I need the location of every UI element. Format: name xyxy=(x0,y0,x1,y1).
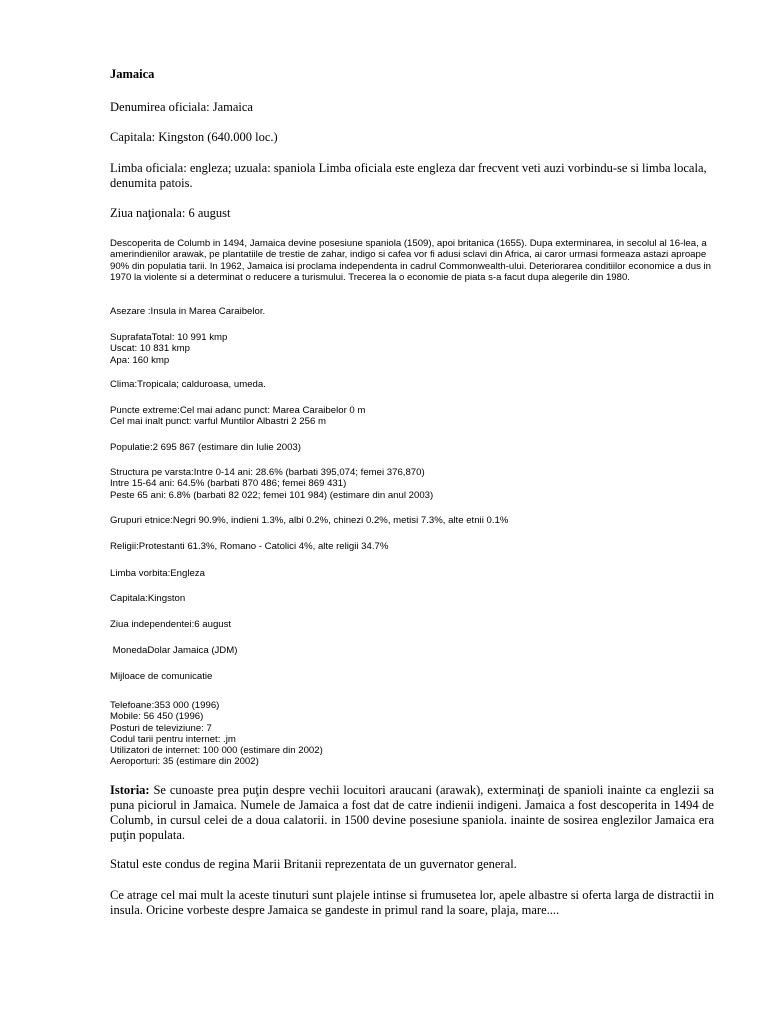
age-structure-block xyxy=(110,467,714,501)
comm-airports: Aeroporturi: 35 (estimare din 2002) xyxy=(110,756,259,768)
location: Asezare :Insula in Marea Caraibelor. xyxy=(110,306,266,317)
tourism-paragraph: Ce atrage cel mai mult la aceste tinuturi sunt plajele intinse si frumusetea lor, apele albastre si oferta larga de distractii in insula. Oricine vorbeste despre Jamaica se gandeste in primul rand la soare, plaja, mare.... xyxy=(110,888,714,917)
age-15-64: Intre 15-64 ani: 64.5% (barbati 870 486; femei 869 431) xyxy=(110,478,347,490)
comm-tv: Posturi de televiziune: 7 xyxy=(110,722,212,734)
climate: Clima:Tropicala; calduroasa, umeda. xyxy=(110,379,266,390)
comm-mobile: Mobile: 56 450 (1996) xyxy=(110,711,204,723)
extreme-low: Puncte extreme:Cel mai adanc punct: Marea Caraibelor 0 m xyxy=(110,405,366,416)
comm-tld: Codul tarii pentru internet: .jm xyxy=(110,733,236,745)
comm-phones: Telefoane:353 000 (1996) xyxy=(110,700,220,711)
communication-heading: Mijloace de comunicatie xyxy=(110,671,213,682)
spoken-language: Limba vorbita:Engleza xyxy=(110,568,205,579)
capital: Capitala: Kingston (640.000 loc.) xyxy=(110,130,278,144)
history-label: Istoria: xyxy=(110,783,150,797)
ethnic-groups: Grupuri etnice:Negri 90.9%, indieni 1.3%, albi 0.2%, chinezi 0.2%, metisi 7.3%, alte etnii 0.1% xyxy=(110,515,509,526)
official-name: Denumirea oficiala: Jamaica xyxy=(110,100,253,114)
population: Populatie:2 695 867 (estimare din Iulie 2003) xyxy=(110,442,301,453)
history-paragraph xyxy=(110,783,714,843)
area-total: SuprafataTotal: 10 991 kmp xyxy=(110,332,228,343)
independence-day: Ziua independentei:6 august xyxy=(110,619,232,630)
area-water: Apa: 160 kmp xyxy=(110,354,170,366)
age-65-plus: Peste 65 ani: 6.8% (barbati 82 022; femei 101 984) (estimare din anul 2003) xyxy=(110,489,434,501)
governance-paragraph: Statul este condus de regina Marii Britanii reprezentata de un guvernator general. xyxy=(110,857,517,871)
religion: Religii:Protestanti 61.3%, Romano - Catolici 4%, alte religii 34.7% xyxy=(110,541,389,552)
official-language: Limba oficiala: engleza; uzuala: spaniola Limba oficiala este engleza dar frecvent veti auzi vorbindu-se si limba locala, denumita patois. xyxy=(110,161,707,190)
extremes-block xyxy=(110,405,714,428)
extreme-high: Cel mai inalt punct: varful Muntilor Albastri 2 256 m xyxy=(110,416,326,428)
history-text: Se cunoaste prea puţin despre vechii locuitori araucani (arawak), exterminaţi de spanioli inainte ca englezii sa puna piciorul in Jamaica. Numele de Jamaica a fost dat de catre indienii indigeni. Jamaica a fost descoperita in 1494 de Columb, in cursul celei de a doua calatorii. in 1500 devine posesiune spaniola. inainte de sosirea englezilor Jamaica era puţin populata. xyxy=(110,783,714,842)
national-day: Ziua naţionala: 6 august xyxy=(110,206,231,220)
currency: MonedaDolar Jamaica (JDM) xyxy=(110,645,238,656)
communication-block xyxy=(110,700,714,768)
capital-2: Capitala:Kingston xyxy=(110,593,186,604)
area-block xyxy=(110,332,714,366)
comm-internet-users: Utilizatori de internet: 100 000 (estimare din 2002) xyxy=(110,745,323,757)
intro-paragraph: Descoperita de Columb in 1494, Jamaica devine posesiune spaniola (1509), apoi britanica (1655). Dupa exterminarea, in secolul al 16-lea, a amerindienilor arawak, pe plantatiile de trestie de zahar, indigo si cafea vor fi adusi sclavi din Africa, ai caror urmasi formeaza astazi aproape 90% din populatia tarii. In 1962, Jamaica isi proclama independenta in cadrul Commonwealth-ului. Deteriorarea conditiilor economice a dus in 1970 la violente si a determinat o reducere a turismului. Trecerea la o economie de piata s-a facut dupa alegerile din 1980. xyxy=(110,238,712,283)
doc-title: Jamaica xyxy=(110,67,155,81)
area-land: Uscat: 10 831 kmp xyxy=(110,343,190,355)
age-0-14: Structura pe varsta:Intre 0-14 ani: 28.6% (barbati 395,074; femei 376,870) xyxy=(110,467,425,478)
